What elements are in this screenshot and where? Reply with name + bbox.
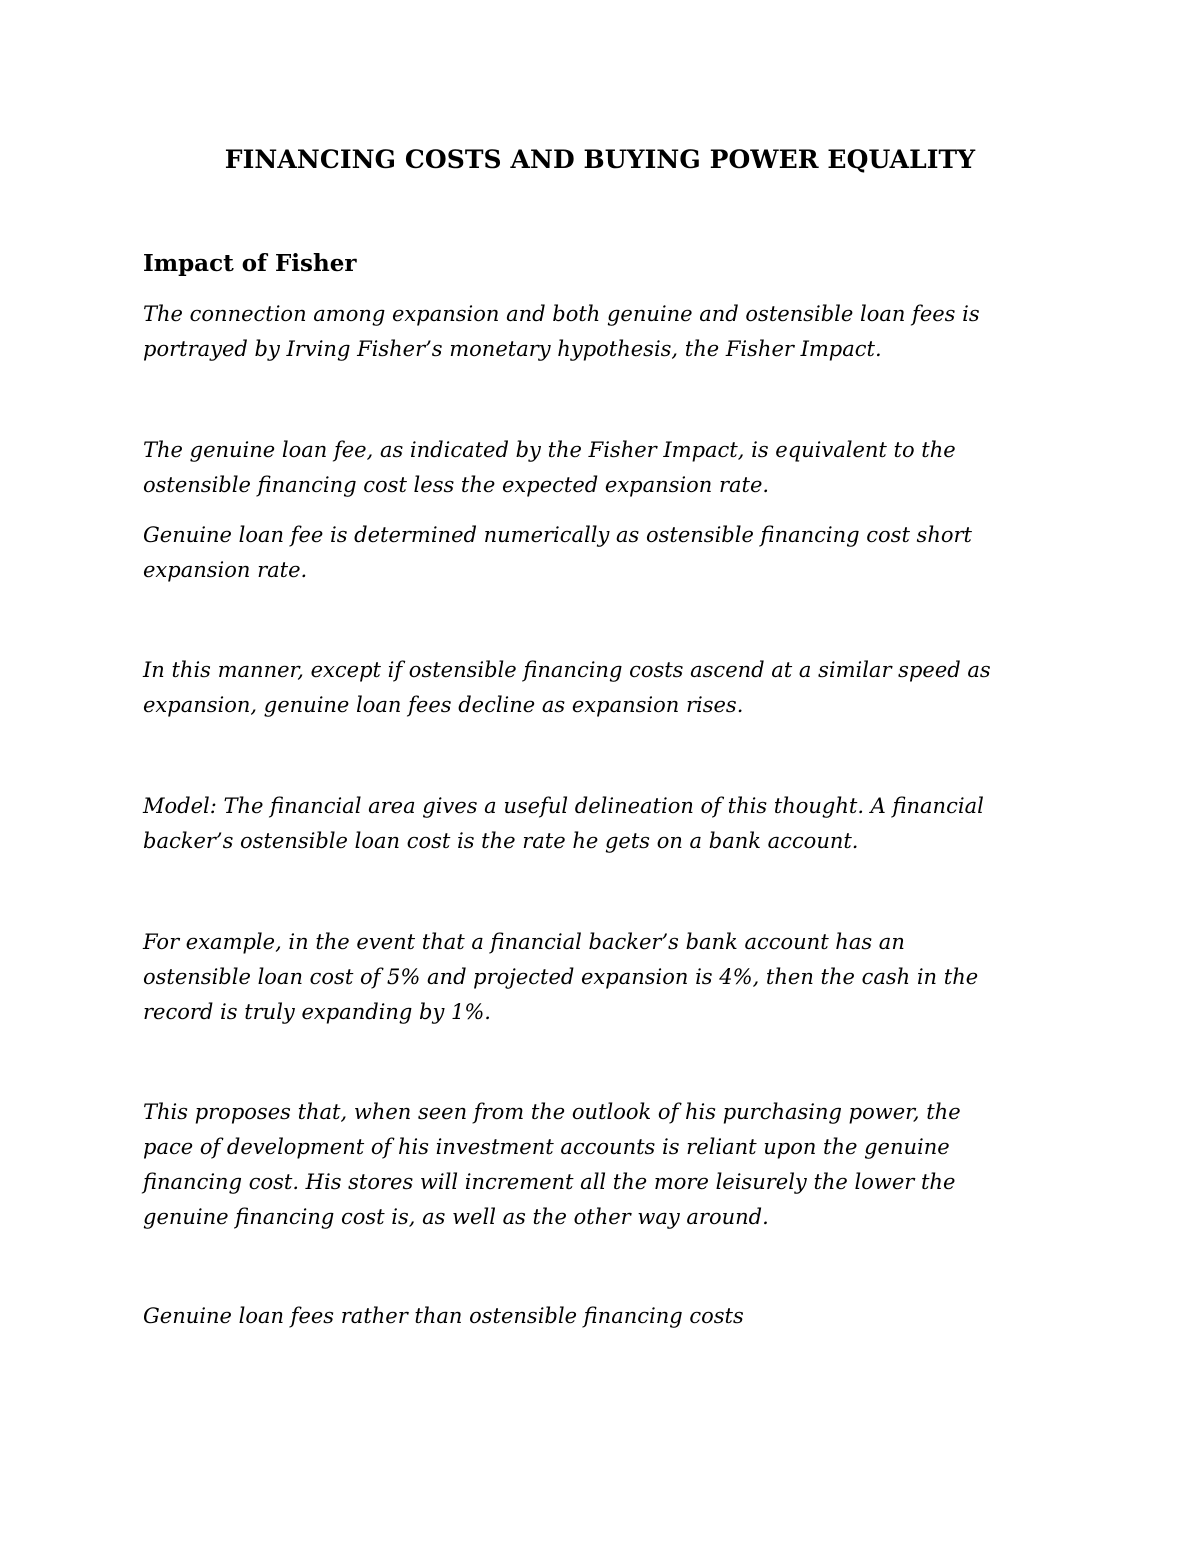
paragraph-fisher-intro	[143, 297, 1063, 367]
text-line: ostensible loan cost of 5% and projected expansion is 4%, then the cash in the	[143, 965, 979, 989]
section-heading: Impact of Fisher	[143, 250, 357, 277]
text-line: Genuine loan fee is determined numerically as ostensible financing cost short	[143, 523, 972, 547]
text-line: backer’s ostensible loan cost is the rate he gets on a bank account.	[143, 829, 859, 853]
text-line: Model: The financial area gives a useful delineation of this thought. A financial	[143, 794, 984, 818]
text-line: expansion rate.	[143, 558, 308, 582]
text-line: record is truly expanding by 1%.	[143, 1000, 491, 1024]
text-line: pace of development of his investment accounts is reliant upon the genuine	[143, 1135, 950, 1159]
text-line: For example, in the event that a financial backer’s bank account has an	[143, 930, 905, 954]
text-line: ostensible financing cost less the expected expansion rate.	[143, 473, 770, 497]
paragraph-decline	[143, 653, 1063, 723]
paragraph-closing	[143, 1299, 1063, 1334]
paragraph-numeric-definition	[143, 518, 1063, 588]
text-line: financing cost. His stores will increment all the more leisurely the lower the	[143, 1170, 956, 1194]
paragraph-model	[143, 789, 1063, 859]
paragraph-example	[143, 925, 1063, 1030]
paragraph-purchasing-power	[143, 1095, 1063, 1235]
paragraph-genuine-loan-fee	[143, 433, 1063, 503]
text-line: Genuine loan fees rather than ostensible financing costs	[143, 1304, 744, 1328]
text-line: genuine financing cost is, as well as the other way around.	[143, 1205, 769, 1229]
document-title: FINANCING COSTS AND BUYING POWER EQUALITY	[224, 145, 976, 174]
text-line: In this manner, except if ostensible financing costs ascend at a similar speed as	[143, 658, 991, 682]
text-line: This proposes that, when seen from the outlook of his purchasing power, the	[143, 1100, 961, 1124]
text-line: The genuine loan fee, as indicated by the Fisher Impact, is equivalent to the	[143, 438, 956, 462]
text-line: portrayed by Irving Fisher’s monetary hypothesis, the Fisher Impact.	[143, 337, 882, 361]
text-line: expansion, genuine loan fees decline as expansion rises.	[143, 693, 744, 717]
text-line: The connection among expansion and both genuine and ostensible loan fees is	[143, 302, 980, 326]
